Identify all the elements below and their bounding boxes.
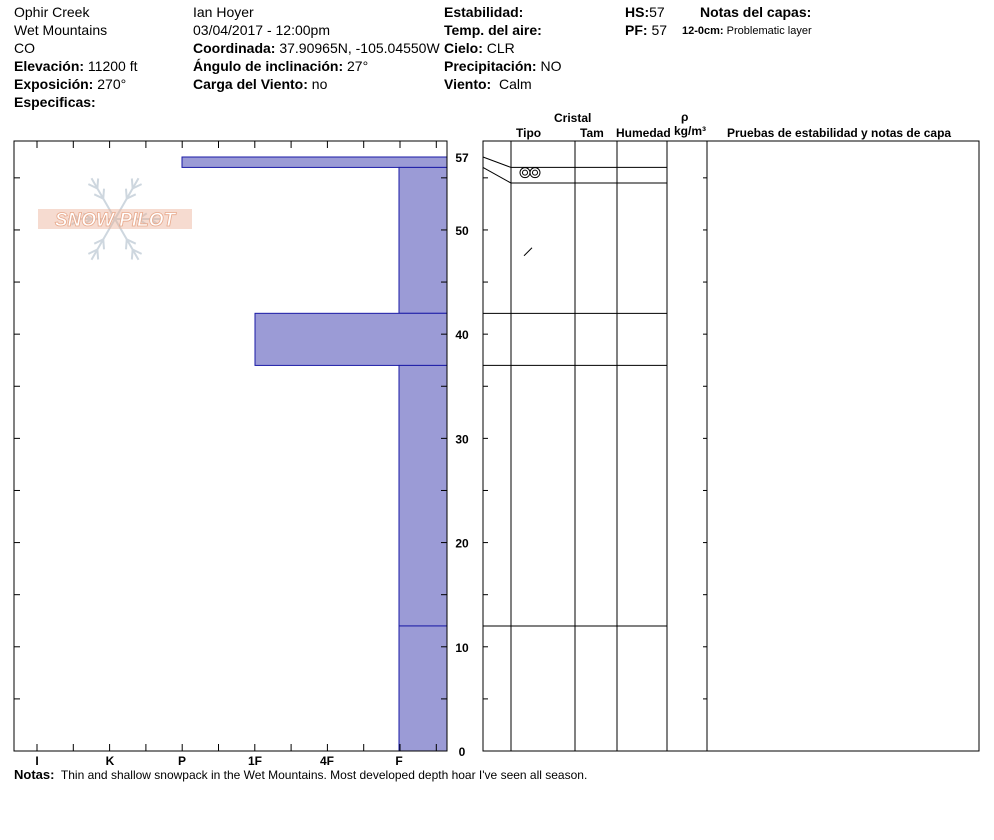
- pf-label: PF:: [625, 22, 648, 38]
- depth-label-57: 57: [455, 151, 469, 165]
- notes: [14, 766, 587, 784]
- sky-label: Cielo:: [444, 40, 483, 56]
- depth-label-10: 10: [455, 640, 469, 655]
- aspect-value: 270°: [97, 76, 127, 92]
- notes-text: Thin and shallow snowpack in the Wet Mountains. Most developed depth hoar I've seen all season.: [60, 768, 588, 782]
- hardness-plot-frame: [14, 141, 447, 751]
- hardness-bar-1: [399, 167, 447, 313]
- specifics-label: Especificas:: [14, 94, 96, 110]
- wind-label: Viento:: [444, 76, 492, 92]
- elevation-label: Elevación:: [14, 58, 85, 74]
- precip-value: NO: [540, 58, 562, 74]
- hardness-label-P: P: [177, 754, 187, 768]
- hardness-label-4F: 4F: [319, 754, 335, 768]
- hardness-bar-3: [399, 365, 447, 626]
- size-header: Tam: [580, 126, 604, 140]
- stability-label: Estabilidad:: [444, 4, 524, 20]
- hardness-label-K: K: [105, 754, 115, 768]
- tests-header: Pruebas de estabilidad y notas de capa: [727, 126, 952, 140]
- coord-label: Coordinada:: [193, 40, 276, 56]
- layer-note-text: Problematic layer: [726, 25, 812, 37]
- hardness-label-1F: 1F: [247, 754, 263, 768]
- location-name: Ophir Creek: [14, 4, 90, 20]
- crystal-icon-decomposing-fragments: [524, 248, 532, 256]
- type-header: Tipo: [516, 126, 542, 140]
- slope-value: 27°: [347, 58, 369, 74]
- sky-value: CLR: [486, 40, 515, 56]
- depth-label-30: 30: [455, 432, 469, 447]
- precip-label: Precipitación:: [444, 58, 537, 74]
- elevation-value: 11200 ft: [87, 58, 138, 74]
- crystal-icon-rounded-grains: [520, 168, 540, 178]
- density-unit-header: kg/m³: [674, 124, 707, 138]
- state: CO: [14, 40, 35, 56]
- hs-label: HS:: [625, 4, 650, 20]
- mountain-range: Wet Mountains: [14, 22, 108, 38]
- hardness-bar-2: [255, 313, 447, 365]
- layer-note-depth: 12-0cm:: [682, 25, 724, 37]
- depth-label-0: 0: [458, 745, 466, 759]
- crystal-table-frame: [483, 141, 979, 751]
- coord-value: 37.90965N, -105.04550W: [279, 40, 440, 56]
- watermark-text: SNOW PILOT: [54, 210, 176, 231]
- layer-connector-1: [483, 167, 511, 183]
- hs-value: 57: [649, 4, 665, 20]
- crystal-header: Cristal: [554, 111, 592, 125]
- depth-label-20: 20: [455, 536, 469, 551]
- depth-label-50: 50: [455, 223, 469, 238]
- observer: Ian Hoyer: [193, 4, 254, 20]
- pf-value: 57: [651, 22, 668, 38]
- rho-header: ρ: [681, 110, 689, 124]
- layer-connector-0: [483, 157, 511, 167]
- hardness-bar-4: [399, 626, 447, 751]
- hardness-label-F: F: [395, 754, 403, 768]
- hardness-label-I: I: [35, 754, 39, 768]
- wind-value: Calm: [498, 76, 532, 92]
- wind-load-label: Carga del Viento:: [193, 76, 308, 92]
- notes-label: Notas:: [14, 767, 55, 782]
- hardness-bar-0: [182, 157, 447, 167]
- slope-label: Ángulo de inclinación:: [193, 58, 344, 74]
- wind-load-value: no: [311, 76, 328, 92]
- layer-notes-label: Notas del capas:: [700, 4, 812, 20]
- depth-label-40: 40: [455, 328, 469, 343]
- air-temp-label: Temp. del aire:: [444, 22, 542, 38]
- moisture-header: Humedad: [616, 126, 671, 140]
- datetime: 03/04/2017 - 12:00pm: [193, 22, 330, 38]
- aspect-label: Exposición:: [14, 76, 94, 92]
